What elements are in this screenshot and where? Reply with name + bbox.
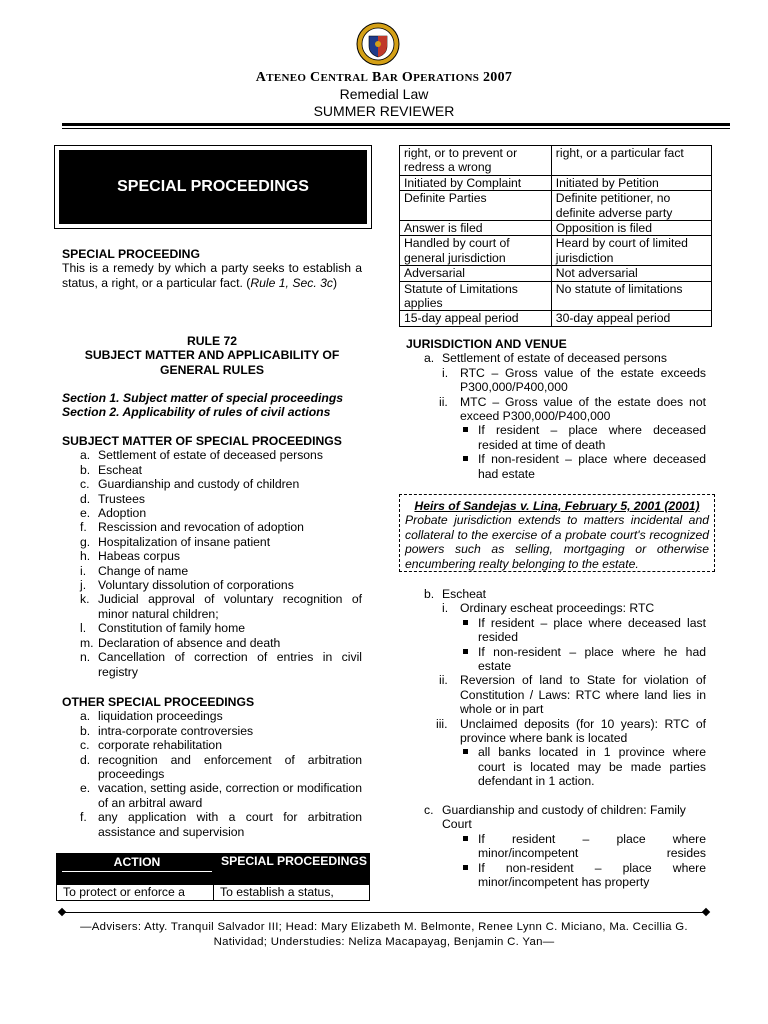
header-rule <box>62 123 730 126</box>
rule-heading <box>62 334 362 377</box>
other-proceedings-section <box>62 695 362 839</box>
header-action: ACTION <box>62 853 212 872</box>
cell-action: Answer is filed <box>400 221 552 236</box>
bullet-icon <box>463 620 468 625</box>
list-marker: a. <box>80 709 91 724</box>
cell-action: Initiated by Complaint <box>400 175 552 190</box>
cell-action: Statute of Limitations applies <box>400 281 552 311</box>
list-item <box>62 520 362 534</box>
bullet-icon <box>463 836 468 841</box>
list-item <box>62 506 362 520</box>
section-2: Section 2. Applicability of rules of civil actions <box>62 405 331 420</box>
list-marker: l. <box>80 621 87 636</box>
cell-special: 30-day appeal period <box>551 311 711 326</box>
jv-item-a: a. Settlement of estate of deceased persons <box>424 351 667 366</box>
subject-matter-section <box>62 434 362 679</box>
cell-special: Not adversarial <box>551 266 711 281</box>
table-row <box>400 221 712 236</box>
page-title: SPECIAL PROCEEDINGS <box>59 150 367 224</box>
footer-rule <box>62 912 706 913</box>
diamond-right-icon <box>702 908 710 916</box>
escheat-bullet-nonresident: If non-resident – place where he had estate <box>406 645 706 674</box>
list-text: liquidation proceedings <box>98 709 223 724</box>
table-header-row <box>56 853 370 885</box>
list-text: Guardianship and custody of children <box>98 477 300 492</box>
subject-matter-list <box>62 448 362 679</box>
org-name: ATENEO CENTRAL BAR OPERATIONS 2007 <box>255 70 513 85</box>
list-marker: i. <box>80 563 87 578</box>
cell-action: Definite Parties <box>400 191 552 221</box>
table-row <box>400 175 712 190</box>
footer-line-1: —Advisers: Atty. Tranquil Salvador III; Head: Mary Elizabeth M. Belmonte, Renee Lynn C. Miciano, Ma. Cecillia G. <box>80 921 688 933</box>
header-special-proceedings: SPECIAL PROCEEDINGS <box>220 854 368 868</box>
list-text: Adoption <box>98 506 147 521</box>
list-item <box>62 564 362 578</box>
jurisdiction-heading: JURISDICTION AND VENUE <box>406 337 567 351</box>
guardianship-bullet-nonresident: If non-resident – place where minor/incompetent has property <box>406 861 706 890</box>
cell-action: Handled by court of general jurisdiction <box>400 236 552 266</box>
cell-special: Opposition is filed <box>551 221 711 236</box>
list-item <box>62 621 362 635</box>
table-row <box>400 146 712 176</box>
list-item <box>62 535 362 549</box>
list-text: recognition and enforcement of arbitration proceedings <box>98 752 362 782</box>
case-box <box>399 494 715 572</box>
cell-action: right, or to prevent or redress a wrong <box>400 146 552 176</box>
guardianship-bullet-resident: If resident – place where minor/incompetent resides <box>406 832 706 861</box>
table-row <box>400 236 712 266</box>
guardianship-item-c: c. Guardianship and custody of children: Family Court <box>424 803 686 832</box>
cell-action: Adversarial <box>400 266 552 281</box>
list-marker: g. <box>80 534 91 549</box>
list-marker: d. <box>80 752 91 767</box>
bullet-icon <box>463 649 468 654</box>
jv-item-ii: ii. MTC – Gross value of the estate does not exceed P300,000/P400,000 <box>439 394 706 424</box>
list-text: Escheat <box>98 462 143 477</box>
list-item <box>62 477 362 491</box>
jurisdiction-section <box>406 337 706 481</box>
jv-bullet-resident: If resident – place where deceased resided at time of death <box>406 423 706 452</box>
table-row <box>400 191 712 221</box>
list-marker: h. <box>80 549 91 564</box>
list-text: Habeas corpus <box>98 549 180 564</box>
list-text: corporate rehabilitation <box>98 738 222 753</box>
cell-action: 15-day appeal period <box>400 311 552 326</box>
rule-title-1: SUBJECT MATTER AND APPLICABILITY OF <box>84 348 340 363</box>
list-text: Voluntary dissolution of corporations <box>98 578 294 593</box>
footer-credits <box>0 920 768 950</box>
list-marker: e. <box>80 781 91 796</box>
list-text: Settlement of estate of deceased persons <box>98 448 323 463</box>
list-item <box>62 753 362 782</box>
list-text: any application with a court for arbitration assistance and supervision <box>98 810 362 839</box>
footer-line-2: Natividad; Understudies: Neliza Macapayag, Benjamin C. Yan— <box>213 936 555 948</box>
escheat-section <box>406 587 706 789</box>
list-item <box>62 492 362 506</box>
list-text: Trustees <box>98 491 145 506</box>
list-text: vacation, setting aside, correction or modification of an arbitral award <box>98 781 362 810</box>
list-marker: f. <box>80 520 87 535</box>
cell-special: No statute of limitations <box>551 281 711 311</box>
cell-special: right, or a particular fact <box>551 146 711 176</box>
subject-name: Remedial Law <box>339 86 429 102</box>
list-item <box>62 738 362 752</box>
cell-special: Initiated by Petition <box>551 175 711 190</box>
rule-number: RULE 72 <box>186 334 238 348</box>
bullet-icon <box>463 749 468 754</box>
cell-special: Definite petitioner, no definite adverse party <box>551 191 711 221</box>
list-marker: b. <box>80 723 91 738</box>
section-1: Section 1. Subject matter of special proceedings <box>62 391 344 405</box>
rule-sections <box>62 391 372 420</box>
escheat-bullet-resident: If resident – place where deceased last resided <box>406 616 706 645</box>
bullet-icon <box>463 427 468 432</box>
list-text: Change of name <box>98 563 189 578</box>
cell-special: Heard by court of limited jurisdiction <box>551 236 711 266</box>
rule-title-2: GENERAL RULES <box>159 362 265 377</box>
escheat-bullet-banks: all banks located in 1 province where court is located may be made parties defendant in 1 action. <box>406 745 706 788</box>
definition-block <box>62 247 362 290</box>
escheat-item-i: i. Ordinary escheat proceedings: RTC <box>442 601 655 616</box>
list-text: Cancellation of correction of entries in civil registry <box>98 650 362 679</box>
escheat-item-iii: iii. Unclaimed deposits (for 10 years): RTC of province where bank is located <box>436 716 706 746</box>
list-item <box>62 448 362 462</box>
guardianship-section <box>406 803 706 889</box>
comparison-table-left <box>56 853 370 901</box>
list-marker: a. <box>80 448 91 463</box>
list-text: Judicial approval of voluntary recognition of minor natural children; <box>98 592 362 621</box>
list-marker: m. <box>80 635 94 650</box>
other-proceedings-heading: OTHER SPECIAL PROCEEDINGS <box>62 695 255 709</box>
list-text: Hospitalization of insane patient <box>98 534 271 549</box>
title-box <box>54 145 372 229</box>
list-marker: k. <box>80 592 90 607</box>
table-row <box>400 266 712 281</box>
jv-bullet-nonresident: If non-resident – place where deceased had estate <box>406 452 706 481</box>
other-proceedings-list <box>62 709 362 839</box>
ateneo-seal-icon <box>356 22 400 66</box>
list-text: Rescission and revocation of adoption <box>98 520 304 535</box>
header-rule-thin <box>62 128 730 129</box>
table-row <box>400 281 712 311</box>
comparison-table-right <box>399 145 712 327</box>
list-marker: f. <box>80 810 87 825</box>
list-item <box>62 592 362 621</box>
list-item <box>62 650 362 679</box>
list-marker: n. <box>80 650 91 665</box>
list-item <box>62 549 362 563</box>
definition-heading: SPECIAL PROCEEDING <box>62 247 200 261</box>
list-marker: c. <box>80 477 90 492</box>
list-item <box>62 636 362 650</box>
table-row <box>56 885 370 901</box>
list-marker: b. <box>80 462 91 477</box>
escheat-item-b: b. Escheat <box>424 587 487 601</box>
table-row <box>400 311 712 326</box>
bullet-icon <box>463 865 468 870</box>
list-text: Declaration of absence and death <box>98 635 281 650</box>
list-marker: e. <box>80 506 91 521</box>
case-body: Probate jurisdiction extends to matters incidental and collateral to the exercise of a probate court's recognized powers such as selling, mortgaging or otherwise encumbering realty belonging to the estate. <box>405 513 709 571</box>
subject-matter-heading: SUBJECT MATTER OF SPECIAL PROCEEDINGS <box>62 434 342 448</box>
list-marker: j. <box>80 578 87 593</box>
cell-special: To establish a status, <box>220 885 334 899</box>
list-text: intra-corporate controversies <box>98 723 254 738</box>
reviewer-name: SUMMER REVIEWER <box>313 103 455 119</box>
list-item <box>62 781 362 810</box>
bullet-icon <box>463 456 468 461</box>
list-marker: d. <box>80 491 91 506</box>
list-item <box>62 578 362 592</box>
list-item <box>62 810 362 839</box>
cell-action: To protect or enforce a <box>57 885 214 900</box>
list-item <box>62 709 362 723</box>
case-title: Heirs of Sandejas v. Lina, February 5, 2001 (2001) <box>414 499 700 513</box>
list-item <box>62 463 362 477</box>
list-item <box>62 724 362 738</box>
escheat-item-ii: ii. Reversion of land to State for violation of Constitution / Laws: RTC where land lies in whole or in part <box>439 673 706 717</box>
definition-text: This is a remedy by which a party seeks to establish a status, a right, or a particular fact. (Rule 1, Sec. 3c) <box>62 261 362 290</box>
jv-item-i: i. RTC – Gross value of the estate exceeds P300,000/P400,000 <box>442 365 706 395</box>
list-marker: c. <box>80 738 90 753</box>
list-text: Constitution of family home <box>98 621 245 636</box>
